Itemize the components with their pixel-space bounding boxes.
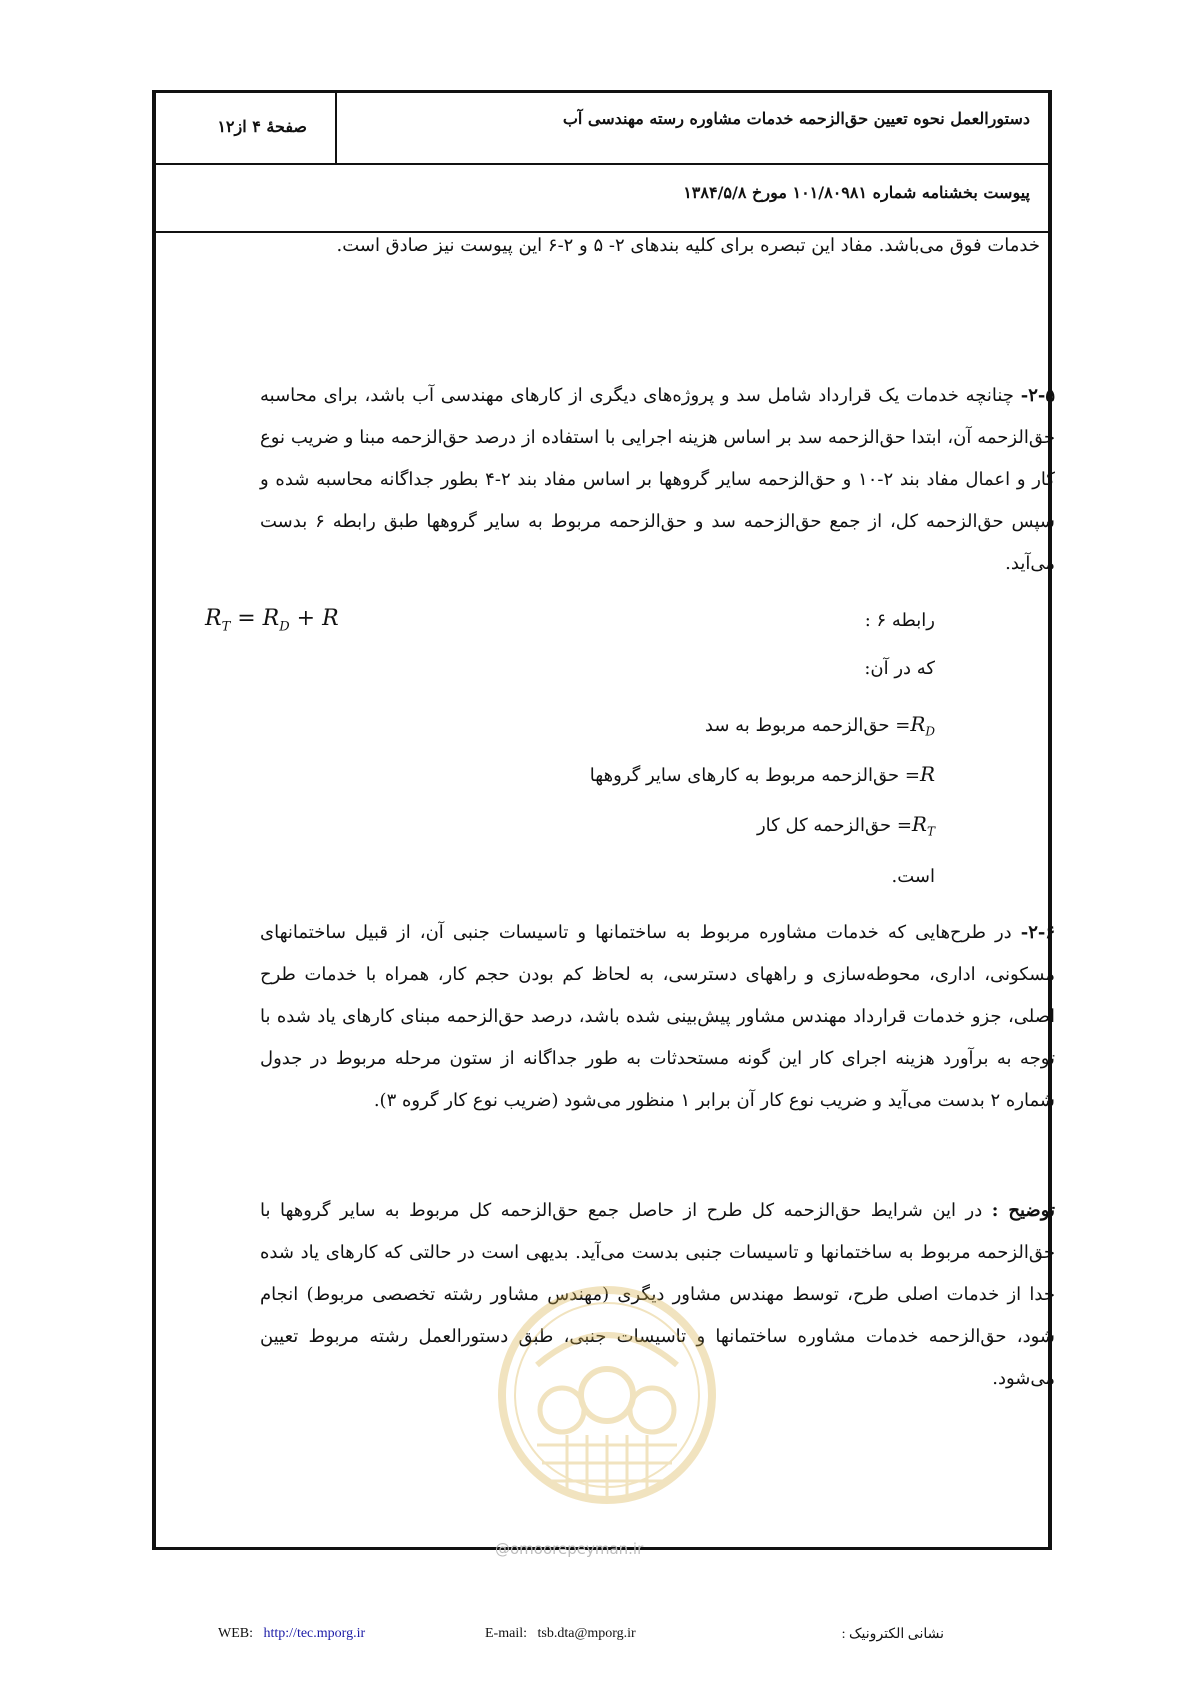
circular-row (156, 163, 1048, 233)
definition-rt: $R_T=$ حق‌الزحمه کل کار (756, 812, 935, 839)
equation-label: رابطه ۶ : (864, 610, 935, 631)
web-label: WEB: (218, 1626, 253, 1641)
section-2-6-text: در طرح‌هایی که خدمات مشاوره مربوط به ساختمانها و تاسیسات جنبی آن، از قبیل ساختمانهای مسکونی، اداری، محوطه‌سازی و راههای دسترسی، به لحاظ کم بودن حجم کار، همراه با خدمات طرح اصلی، جزو خدمات قرارداد مهندس مشاور پیش‌بینی شده باشد، درصد حق‌الزحمه مبنای کارهای یاد شده با توجه به برآورد هزینه اجرای کار این گونه مستحدثات به طور جداگانه از ستون مرحله مربوط در جدول شماره ۲ بدست می‌آید و ضریب نوع کار آن برابر ۱ منظور می‌شود (ضریب نوع کار گروه ۳). (260, 922, 1055, 1111)
email-link[interactable]: tsb.dta@mporg.ir (537, 1626, 636, 1641)
watermark-logo (492, 1245, 722, 1545)
footer-web (218, 1626, 365, 1642)
watermark-text: @omoorepeyman.ir (495, 1540, 644, 1558)
section-2-6-number: ۲-۶- (1020, 922, 1055, 943)
web-link[interactable]: http://tec.mporg.ir (263, 1626, 366, 1641)
circular-reference: پیوست بخشنامه شماره ۱۰۱/۸۰۹۸۱ مورخ ۱۳۸۴/۵/۸ (683, 183, 1030, 202)
definition-rd: $R_D=$ حق‌الزحمه مربوط به سد (704, 712, 935, 739)
note-text: در این شرایط حق‌الزحمه کل طرح از حاصل جمع حق‌الزحمه کل مربوط به سایر گروهها با حق‌الزحمه مربوط به ساختمانها و تاسیسات جنبی بدست می‌آید. بدیهی است در حالتی که کارهای یاد شده جدا از خدمات اصلی طرح، توسط مهندس مشاور دیگری (مهندس مشاور رشته تخصصی مربوط) انجام شود، حق‌الزحمه خدمات مشاوره ساختمانها و تاسیسات جنبی، طبق دستورالعمل رشته مربوط تعیین می‌شود. (260, 1200, 1055, 1389)
page-number-cell (156, 93, 337, 163)
note-label: توضیح : (991, 1200, 1055, 1221)
section-2-5-text: چنانچه خدمات یک قرارداد شامل سد و پروژه‌های دیگری از کارهای مهندسی آب باشد، برای محاسبه حق‌الزحمه آن، ابتدا حق‌الزحمه سد بر اساس هزینه اجرایی با استفاده از درصد حق‌الزحمه مبنا و ضریب نوع کار و اعمال مفاد بند ۲-۱۰ و حق‌الزحمه سایر گروهها بر اساس مفاد بند ۲-۴ بطور جداگانه محاسبه شده و سپس حق‌الزحمه کل، از جمع حق‌الزحمه سد و حق‌الزحمه مربوط به سایر گروهها طبق رابطه ۶ بدست می‌آید. (260, 385, 1056, 574)
section-2-6 (260, 912, 1055, 1122)
document-title: دستورالعمل نحوه تعیین حق‌الزحمه خدمات مشاوره رسته مهندسی آب (562, 109, 1030, 128)
definition-r: R= حق‌الزحمه مربوط به کارهای سایر گروهها (589, 762, 935, 786)
section-2-5-number: ۲-۵- (1020, 385, 1055, 406)
equation-6: $R_T = R_D + R$ (205, 606, 339, 635)
email-label: E-mail: (485, 1626, 527, 1641)
page-number: صفحهٔ ۴ از۱۲ (217, 117, 307, 136)
equation-where: که در آن: (864, 658, 935, 679)
intro-paragraph: خدمات فوق می‌باشد. مفاد این تبصره برای کلیه بندهای ۲- ۵ و ۲-۶ این پیوست نیز صادق است. (336, 235, 1040, 256)
footer-email (485, 1626, 636, 1642)
equation-end: است. (891, 866, 935, 887)
header-row (156, 93, 1048, 165)
footer-address-label: نشانی الکترونیک : (841, 1627, 944, 1642)
section-2-5 (260, 375, 1055, 585)
